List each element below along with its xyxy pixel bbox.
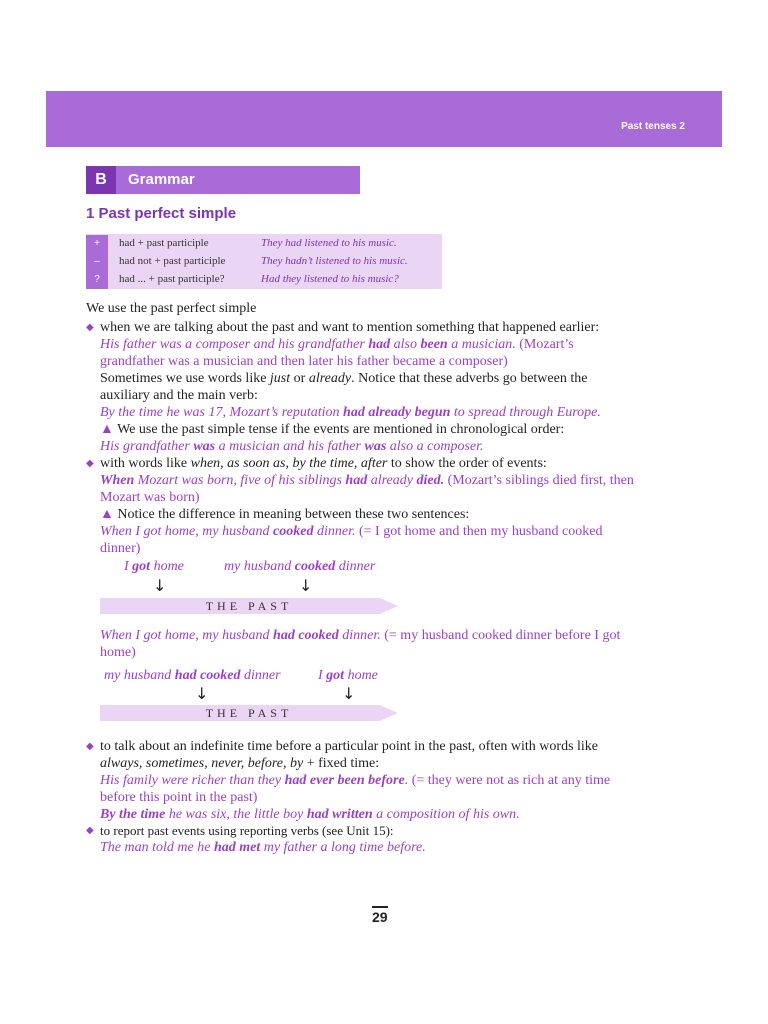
form-structure: had + past participle — [119, 237, 209, 249]
form-example: Had they listened to his music? — [261, 273, 399, 285]
timeline-event: I got home — [318, 668, 378, 683]
form-symbol: ? — [86, 271, 108, 289]
example-sentence: When I got home, my husband had cooked dinner. (= my husband cooked dinner before I got — [100, 628, 621, 643]
bullet-icon: ◆ — [86, 458, 94, 469]
form-example: They hadn’t listened to his music. — [261, 255, 408, 267]
down-arrow-icon: ↓ — [195, 684, 209, 703]
subsection-title: 1 Past perfect simple — [86, 205, 237, 222]
example-explanation: before this point in the past) — [100, 790, 258, 805]
example-explanation: dinner) — [100, 541, 141, 556]
form-structure: had ... + past participle? — [119, 273, 225, 285]
timeline-bar — [100, 705, 398, 721]
warning-note: ▲ We use the past simple tense if the events are mentioned in chronological order: — [100, 422, 565, 437]
chapter-tab: Past tenses 2 — [621, 121, 685, 132]
section-heading: Grammar — [128, 171, 195, 188]
intro-text: We use the past perfect simple — [86, 301, 257, 316]
example-sentence: When I got home, my husband cooked dinner. (= I got home and then my husband cooked — [100, 524, 603, 539]
example-sentence: When Mozart was born, five of his siblings had already died. (Mozart’s siblings died first, then — [100, 473, 634, 488]
point-text: to talk about an indefinite time before a particular point in the past, often with words like — [100, 739, 599, 754]
example-explanation: grandfather was a musician and then later his father became a composer) — [100, 354, 508, 369]
point-text: to report past events using reporting verbs (see Unit 15): — [100, 823, 394, 838]
example-sentence: By the time he was 17, Mozart’s reputation had already begun to spread through Europe. — [100, 405, 601, 420]
example-sentence: By the time he was six, the little boy had written a composition of his own. — [100, 807, 520, 822]
timeline-label: THE PAST — [205, 706, 293, 720]
example-sentence: His family were richer than they had ever been before. (= they were not as rich at any time — [100, 773, 611, 788]
down-arrow-icon: ↓ — [299, 576, 313, 595]
point-text: always, sometimes, never, before, by + fixed time: — [100, 756, 380, 771]
bullet-icon: ◆ — [86, 322, 94, 333]
page-number: 29 — [372, 906, 388, 925]
timeline-label: THE PAST — [205, 599, 293, 613]
form-table — [86, 234, 442, 289]
warning-icon: ▲ — [100, 507, 114, 522]
form-example: They had listened to his music. — [261, 237, 397, 249]
example-sentence: The man told me he had met my father a long time before. — [100, 840, 426, 855]
example-sentence: His grandfather was a musician and his father was also a composer. — [100, 439, 484, 454]
example-explanation: home) — [100, 645, 136, 660]
bullet-icon: ◆ — [86, 825, 94, 836]
timeline-event: I got home — [124, 559, 184, 574]
down-arrow-icon: ↓ — [153, 576, 167, 595]
warning-note: ▲ Notice the difference in meaning between these two sentences: — [100, 507, 470, 522]
point-text: when we are talking about the past and want to mention something that happened earlier: — [100, 320, 600, 335]
example-explanation: Mozart was born) — [100, 490, 200, 505]
bullet-icon: ◆ — [86, 741, 94, 752]
point-text: auxiliary and the main verb: — [100, 388, 258, 403]
example-sentence: His father was a composer and his grandfather had also been a musician. (Mozart’s — [100, 337, 574, 352]
section-letter: B — [86, 166, 116, 194]
timeline-event: my husband had cooked dinner — [104, 668, 281, 683]
timeline-event: my husband cooked dinner — [224, 559, 376, 574]
form-symbol: + — [86, 235, 108, 253]
timeline-bar — [100, 598, 398, 614]
warning-icon: ▲ — [100, 422, 114, 437]
grammar-heading — [86, 166, 360, 194]
point-text: Sometimes we use words like just or already. Notice that these adverbs go between the — [100, 371, 588, 386]
form-structure: had not + past participle — [119, 255, 226, 267]
header-band — [46, 91, 722, 147]
point-text: with words like when, as soon as, by the time, after to show the order of events: — [100, 456, 547, 471]
form-symbol: – — [86, 253, 108, 271]
down-arrow-icon: ↓ — [342, 684, 356, 703]
